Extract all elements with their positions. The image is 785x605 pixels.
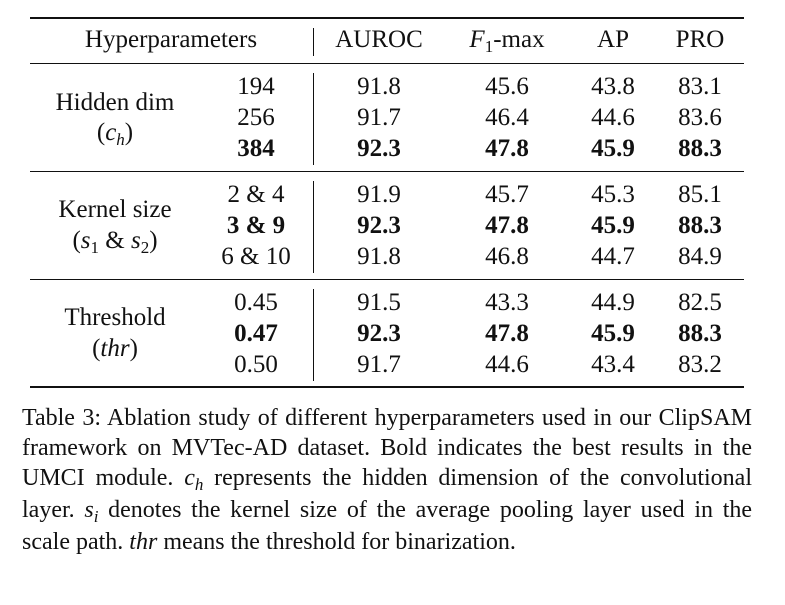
symbol-paren: ( [92,335,101,362]
table-cell-auroc: 91.9 [357,181,401,208]
table-cell-param: 0.50 [234,351,278,378]
caption-math-subscript: h [194,475,204,494]
table-header-rule [30,63,744,64]
table-column-separator [313,181,314,273]
table-cell-ap: 44.9 [591,289,635,316]
table-cell-pro: 85.1 [678,181,722,208]
table-group-rule [30,171,744,172]
caption-text: denotes the kernel size of the average pooling layer used in the scale path. [22,497,753,555]
table-cell-ap-best: 45.9 [591,135,635,162]
table-cell-ap-best: 45.9 [591,212,635,239]
table-cell-pro: 83.1 [678,73,722,100]
table-cell-ap: 44.7 [591,243,635,270]
table-cell-param: 6 & 10 [221,243,291,270]
table-cell-auroc: 91.5 [357,289,401,316]
table-cell-ap-best: 45.9 [591,320,635,347]
table-cell-f1: 46.8 [485,243,529,270]
table-cell-auroc-best: 92.3 [357,212,401,239]
table-cell-pro-best: 88.3 [678,135,722,162]
symbol-subscript: h [116,130,125,149]
symbol-c: c [105,119,117,146]
symbol-paren: ( [72,227,81,254]
table-cell-auroc: 91.8 [357,73,401,100]
table-caption [22,403,752,557]
group-label-kernel-size: Kernel size [58,196,172,223]
table-cell-auroc-best: 92.3 [357,320,401,347]
symbol-s1: s [80,227,91,254]
caption-math-c: c [184,465,195,491]
table-cell-pro-best: 88.3 [678,320,722,347]
f1-symbol: F [469,26,485,53]
caption-text: represents the hidden dimension of the convolutional layer. [22,465,752,523]
table-cell-ap: 43.4 [591,351,635,378]
table-column-separator [313,28,314,56]
table-group-rule [30,279,744,280]
header-pro: PRO [675,26,725,53]
caption-math-subscript: i [93,507,99,526]
symbol-paren: ) [149,227,158,254]
table-cell-auroc-best: 92.3 [357,135,401,162]
symbol-subscript: 2 [140,238,150,257]
caption-math-s: s [84,497,94,523]
table-cell-f1: 45.6 [485,73,529,100]
table-cell-pro: 83.6 [678,104,722,131]
table-cell-f1-best: 47.8 [485,212,529,239]
table-cell-param: 0.45 [234,289,278,316]
group-symbol-kernel-size [72,226,157,258]
table-cell-param: 2 & 4 [227,181,285,208]
table-cell-pro: 84.9 [678,243,722,270]
table-cell-ap: 44.6 [591,104,635,131]
header-hyperparameters: Hyperparameters [84,26,258,53]
table-cell-f1-best: 47.8 [485,320,529,347]
table-bottom-rule [30,386,744,388]
symbol-subscript: 1 [90,238,100,257]
caption-math-thr: thr [129,529,158,555]
symbol-s2: s [130,227,141,254]
table-cell-f1: 44.6 [485,351,529,378]
table-cell-auroc: 91.7 [357,351,401,378]
symbol-paren: ) [129,335,138,362]
symbol-paren: ) [124,119,134,146]
caption-text: means the threshold for binarization. [157,529,516,555]
group-symbol-hidden-dim [97,118,133,150]
table-cell-param-best: 0.47 [234,320,278,347]
group-symbol-threshold [92,334,138,364]
table-column-separator [313,289,314,381]
table-cell-f1: 43.3 [485,289,529,316]
table-cell-f1: 46.4 [485,104,529,131]
table-cell-pro-best: 88.3 [678,212,722,239]
table-cell-param-best: 3 & 9 [226,212,286,239]
header-ap: AP [597,26,629,53]
table-cell-param: 256 [237,104,275,131]
table-cell-param: 194 [237,73,275,100]
symbol-ampersand: & [99,227,131,254]
table-cell-param-best: 384 [237,135,275,162]
table-cell-ap: 43.8 [591,73,635,100]
table-cell-f1: 45.7 [485,181,529,208]
symbol-thr: thr [100,335,130,362]
group-label-hidden-dim: Hidden dim [55,89,175,116]
table-cell-pro: 83.2 [678,351,722,378]
header-f1-max [469,25,544,57]
table-column-separator [313,73,314,165]
table-cell-auroc: 91.8 [357,243,401,270]
table-cell-pro: 82.5 [678,289,722,316]
table-top-rule [30,17,744,19]
f1-suffix: -max [493,26,545,53]
f1-subscript: 1 [484,37,494,56]
caption-text: Table 3: Ablation study of different hyperparameters used in our ClipSAM framework on MVTec-AD dataset. Bold indicates the best results in the UMCI module. [22,405,752,491]
header-auroc: AUROC [335,26,423,53]
table-cell-ap: 45.3 [591,181,635,208]
table-cell-f1-best: 47.8 [485,135,529,162]
symbol-paren: ( [96,119,106,146]
table-cell-auroc: 91.7 [357,104,401,131]
group-label-threshold: Threshold [64,304,166,331]
